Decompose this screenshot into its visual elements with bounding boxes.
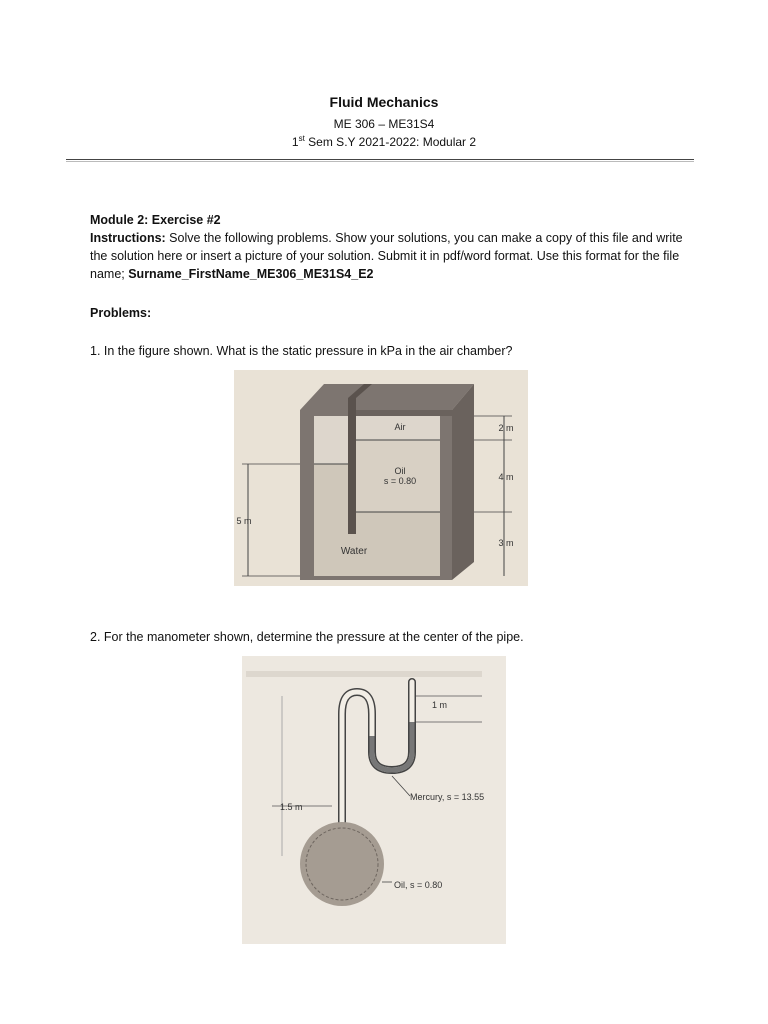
problem-1-figure bbox=[234, 370, 528, 586]
dim-4m: 4 m bbox=[498, 472, 514, 482]
header-divider bbox=[66, 159, 694, 160]
document-title: Fluid Mechanics bbox=[329, 94, 439, 110]
instructions-text: Solve the following problems. Show your solutions, you can make a copy of this file and write the solution here or insert a picture of your solution. Submit it in pdf/word format. Use this format for the file name; bbox=[90, 231, 683, 281]
header-divider-shadow bbox=[66, 161, 694, 162]
instructions-label: Instructions: bbox=[90, 231, 166, 245]
problem-2-figure bbox=[242, 656, 506, 944]
exercise-heading: Module 2: Exercise #2 bbox=[90, 213, 221, 227]
dim-3m: 3 m bbox=[498, 538, 514, 548]
course-code: ME 306 – ME31S4 bbox=[333, 117, 435, 131]
dim-1-5m: 1.5 m bbox=[280, 802, 303, 812]
dim-5m: 5 m bbox=[236, 516, 252, 526]
semester-line: 1st Sem S.Y 2021-2022: Modular 2 bbox=[291, 134, 477, 149]
instructions-paragraph bbox=[90, 229, 686, 283]
problem-2-text: 2. For the manometer shown, determine the pressure at the center of the pipe. bbox=[90, 630, 524, 644]
label-mercury: Mercury, s = 13.55 bbox=[410, 792, 485, 802]
problems-heading: Problems: bbox=[90, 306, 152, 320]
label-oil-sg: s = 0.80 bbox=[383, 476, 417, 486]
dim-2m: 2 m bbox=[498, 423, 514, 433]
label-air: Air bbox=[394, 422, 406, 432]
label-oil: Oil bbox=[394, 466, 406, 476]
dim-1m: 1 m bbox=[432, 700, 448, 710]
label-water: Water bbox=[340, 546, 368, 557]
problem-1-text: 1. In the figure shown. What is the static pressure in kPa in the air chamber? bbox=[90, 344, 513, 358]
label-oil: Oil, s = 0.80 bbox=[394, 880, 443, 890]
filename-format: Surname_FirstName_ME306_ME31S4_E2 bbox=[128, 267, 374, 281]
